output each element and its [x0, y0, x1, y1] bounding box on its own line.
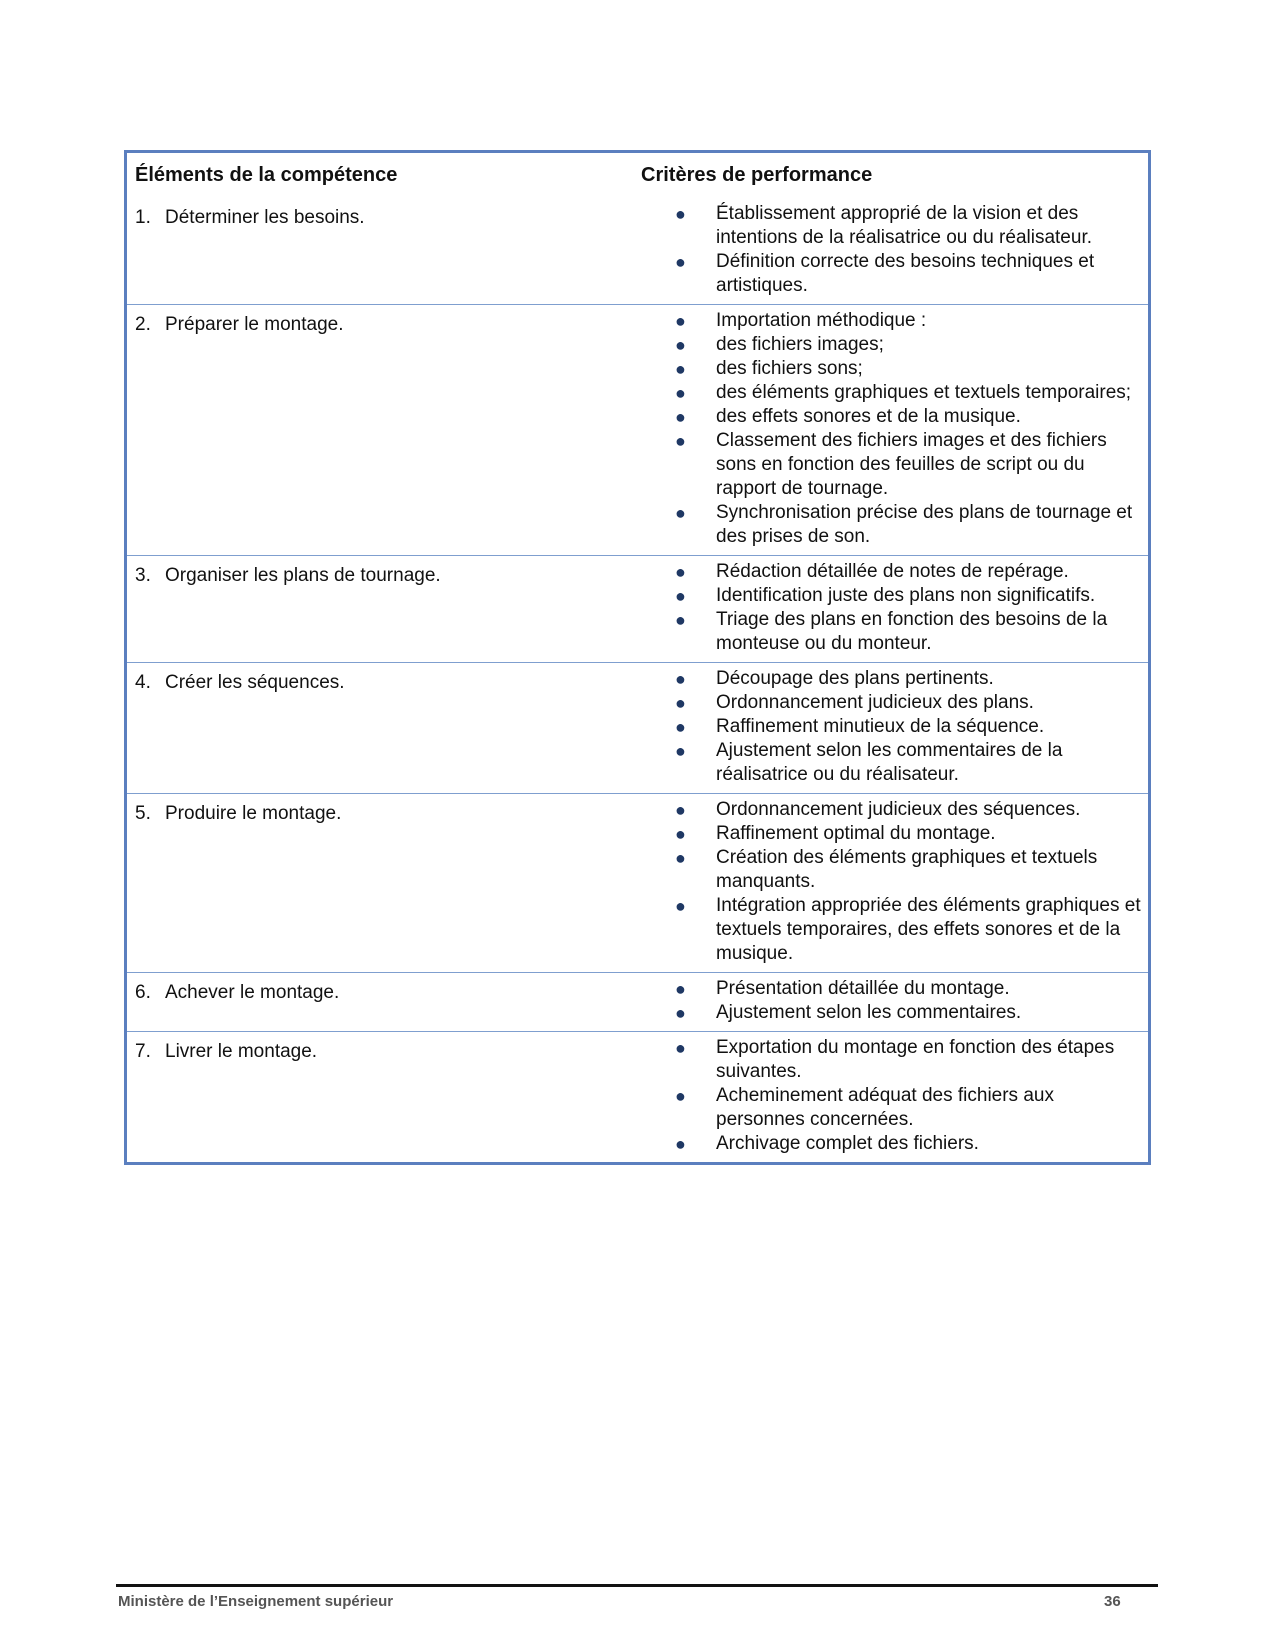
- bullet-icon: ●: [675, 610, 686, 630]
- element-number: 5.: [135, 803, 151, 824]
- list-item: [641, 608, 1142, 656]
- element-text: Préparer le montage.: [165, 314, 344, 335]
- table-body: [127, 198, 1148, 1162]
- criterion-text: Intégration appropriée des éléments graphiques et textuels temporaires, des effets sonores et de la musique.: [716, 895, 1141, 964]
- criteria-cell: [641, 973, 1148, 1031]
- bullet-icon: ●: [675, 586, 686, 606]
- bullet-icon: ●: [675, 896, 686, 916]
- criteria-cell: [641, 663, 1148, 793]
- criteria-cell: [641, 1032, 1148, 1162]
- criterion-text: des fichiers images;: [716, 334, 884, 355]
- bullet-icon: ●: [675, 1134, 686, 1154]
- criterion-text: Création des éléments graphiques et textuels manquants.: [716, 847, 1098, 892]
- element-number: 6.: [135, 982, 151, 1003]
- element-cell: [127, 663, 641, 793]
- criteria-cell: [641, 305, 1148, 555]
- list-item: [641, 405, 1142, 429]
- bullet-icon: ●: [675, 848, 686, 868]
- bullet-icon: ●: [675, 359, 686, 379]
- criterion-text: Ajustement selon les commentaires de la réalisatrice ou du réalisateur.: [716, 740, 1063, 785]
- list-item: [641, 202, 1142, 250]
- table-row: [127, 304, 1148, 555]
- bullet-icon: ●: [675, 669, 686, 689]
- element-cell: [127, 198, 641, 304]
- bullet-icon: ●: [675, 407, 686, 427]
- criterion-text: Identification juste des plans non significatifs.: [716, 585, 1096, 606]
- bullet-icon: ●: [675, 717, 686, 737]
- criterion-text: des effets sonores et de la musique.: [716, 406, 1021, 427]
- criterion-text: Présentation détaillée du montage.: [716, 978, 1010, 999]
- footer-ministry: Ministère de l’Enseignement supérieur: [118, 1593, 394, 1610]
- bullet-icon: ●: [675, 431, 686, 451]
- criterion-text: des éléments graphiques et textuels temporaires;: [716, 382, 1132, 403]
- criterion-text: Classement des fichiers images et des fichiers sons en fonction des feuilles de script ou du rapport de tournage.: [716, 430, 1107, 499]
- element-text: Produire le montage.: [165, 803, 342, 824]
- list-item: [641, 798, 1142, 822]
- criterion-text: des fichiers sons;: [716, 358, 863, 379]
- list-item: [641, 691, 1142, 715]
- criterion-text: Ordonnancement judicieux des séquences.: [716, 799, 1081, 820]
- bullet-icon: ●: [675, 693, 686, 713]
- bullet-icon: ●: [675, 800, 686, 820]
- list-item: [641, 309, 1142, 333]
- table-row: [127, 662, 1148, 793]
- header-elements: Éléments de la compétence: [135, 164, 398, 186]
- bullet-icon: ●: [675, 979, 686, 999]
- criterion-text: Archivage complet des fichiers.: [716, 1133, 979, 1154]
- criterion-text: Définition correcte des besoins techniques et artistiques.: [716, 251, 1095, 296]
- bullet-icon: ●: [675, 1086, 686, 1106]
- element-text: Créer les séquences.: [165, 672, 345, 693]
- bullet-icon: ●: [675, 252, 686, 272]
- criteria-cell: [641, 794, 1148, 972]
- list-item: [641, 501, 1142, 549]
- criterion-text: Raffinement optimal du montage.: [716, 823, 996, 844]
- element-number: 2.: [135, 314, 151, 335]
- table-header-row: [127, 153, 1148, 198]
- header-criteria: Critères de performance: [641, 164, 873, 186]
- list-item: [641, 560, 1142, 584]
- list-item: [641, 584, 1142, 608]
- list-item: [641, 381, 1142, 405]
- table-row: [127, 1031, 1148, 1162]
- list-item: [641, 1132, 1142, 1156]
- page-footer: [116, 1584, 1158, 1610]
- list-item: [641, 977, 1142, 1001]
- element-text: Organiser les plans de tournage.: [165, 565, 441, 586]
- bullet-icon: ●: [675, 741, 686, 761]
- criterion-text: Importation méthodique :: [716, 310, 927, 331]
- criteria-list: [641, 305, 1142, 555]
- bullet-icon: ●: [675, 311, 686, 331]
- list-item: [641, 1001, 1142, 1025]
- list-item: [641, 715, 1142, 739]
- criteria-list: [641, 663, 1142, 793]
- bullet-icon: ●: [675, 562, 686, 582]
- criterion-text: Découpage des plans pertinents.: [716, 668, 994, 689]
- criteria-cell: [641, 198, 1148, 304]
- bullet-icon: ●: [675, 204, 686, 224]
- bullet-icon: ●: [675, 824, 686, 844]
- list-item: [641, 250, 1142, 298]
- criteria-list: [641, 198, 1142, 304]
- criterion-text: Ordonnancement judicieux des plans.: [716, 692, 1034, 713]
- list-item: [641, 1084, 1142, 1132]
- criterion-text: Rédaction détaillée de notes de repérage.: [716, 561, 1069, 582]
- criterion-text: Acheminement adéquat des fichiers aux personnes concernées.: [716, 1085, 1054, 1130]
- bullet-icon: ●: [675, 503, 686, 523]
- table-row: [127, 793, 1148, 972]
- criteria-list: [641, 556, 1142, 662]
- table-row: [127, 555, 1148, 662]
- list-item: [641, 846, 1142, 894]
- list-item: [641, 739, 1142, 787]
- criterion-text: Établissement approprié de la vision et des intentions de la réalisatrice ou du réalisateur.: [716, 203, 1093, 248]
- element-text: Achever le montage.: [165, 982, 340, 1003]
- criterion-text: Synchronisation précise des plans de tournage et des prises de son.: [716, 502, 1133, 547]
- criterion-text: Raffinement minutieux de la séquence.: [716, 716, 1045, 737]
- element-number: 3.: [135, 565, 151, 586]
- criterion-text: Triage des plans en fonction des besoins de la monteuse ou du monteur.: [716, 609, 1108, 654]
- list-item: [641, 357, 1142, 381]
- element-cell: [127, 305, 641, 555]
- bullet-icon: ●: [675, 335, 686, 355]
- list-item: [641, 429, 1142, 501]
- competence-table: [124, 150, 1151, 1165]
- list-item: [641, 667, 1142, 691]
- list-item: [641, 822, 1142, 846]
- criteria-list: [641, 1032, 1142, 1162]
- bullet-icon: ●: [675, 383, 686, 403]
- element-cell: [127, 794, 641, 972]
- page-number: 36: [1104, 1593, 1121, 1610]
- element-text: Déterminer les besoins.: [165, 207, 365, 228]
- criterion-text: Exportation du montage en fonction des étapes suivantes.: [716, 1037, 1115, 1082]
- bullet-icon: ●: [675, 1038, 686, 1058]
- element-cell: [127, 1032, 641, 1162]
- table-row: [127, 972, 1148, 1031]
- criterion-text: Ajustement selon les commentaires.: [716, 1002, 1022, 1023]
- element-number: 4.: [135, 672, 151, 693]
- element-cell: [127, 556, 641, 662]
- criteria-list: [641, 794, 1142, 972]
- table-row: [127, 198, 1148, 304]
- criteria-list: [641, 973, 1142, 1031]
- element-number: 1.: [135, 207, 151, 228]
- criteria-cell: [641, 556, 1148, 662]
- element-number: 7.: [135, 1041, 151, 1062]
- element-text: Livrer le montage.: [165, 1041, 318, 1062]
- element-cell: [127, 973, 641, 1031]
- list-item: [641, 894, 1142, 966]
- list-item: [641, 333, 1142, 357]
- list-item: [641, 1036, 1142, 1084]
- bullet-icon: ●: [675, 1003, 686, 1023]
